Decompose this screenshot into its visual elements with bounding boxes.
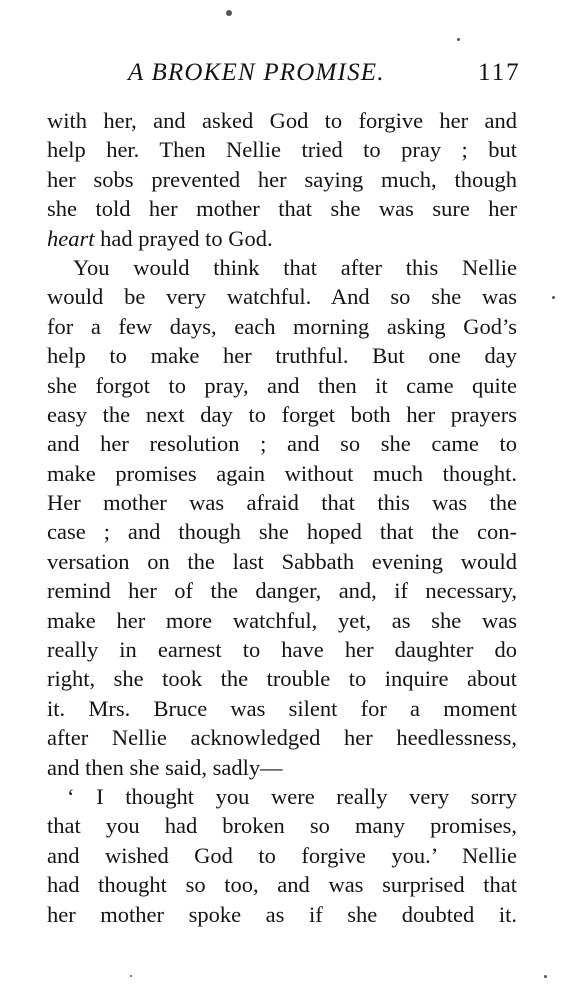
text-line: her sobs prevented her saying much, though bbox=[47, 166, 517, 192]
paper-speck bbox=[226, 10, 232, 16]
text-line: would be very watchful. And so she was bbox=[47, 284, 517, 310]
emphasized-word: heart bbox=[47, 225, 95, 251]
text-fragment: had prayed to God. bbox=[94, 225, 273, 251]
text-line: she told her mother that she was sure her bbox=[47, 196, 517, 222]
running-head bbox=[0, 56, 579, 90]
text-line bbox=[47, 224, 517, 253]
text-line: and her resolution ; and so she came to bbox=[47, 431, 517, 457]
text-line: she forgot to pray, and then it came quite bbox=[47, 372, 517, 398]
text-line: had thought so too, and was surprised that bbox=[47, 872, 517, 898]
text-line: help her. Then Nellie tried to pray ; but bbox=[47, 137, 517, 163]
running-title: A BROKEN PROMISE. bbox=[128, 59, 385, 86]
text-line: easy the next day to forget both her prayers bbox=[47, 401, 517, 427]
text-line: case ; and though she hoped that the con- bbox=[47, 519, 517, 545]
text-line: her mother spoke as if she doubted it. bbox=[47, 901, 517, 927]
page-number: 117 bbox=[478, 59, 521, 86]
text-line: it. Mrs. Bruce was silent for a moment bbox=[47, 695, 517, 721]
body-text bbox=[47, 106, 517, 929]
text-line: that you had broken so many promises, bbox=[47, 813, 517, 839]
text-line: help to make her truthful. But one day bbox=[47, 343, 517, 369]
text-line: make her more watchful, yet, as she was bbox=[47, 607, 517, 633]
text-line: and then she said, sadly— bbox=[47, 754, 283, 780]
text-line: make promises again without much thought. bbox=[47, 460, 517, 486]
text-line: versation on the last Sabbath evening would bbox=[47, 548, 517, 574]
text-line: for a few days, each morning asking God’s bbox=[47, 313, 517, 339]
text-line: ‘ I thought you were really very sorry bbox=[67, 783, 517, 809]
text-line: really in earnest to have her daughter do bbox=[47, 637, 517, 663]
text-line: Her mother was afraid that this was the bbox=[47, 490, 517, 516]
text-line: right, she took the trouble to inquire about bbox=[47, 666, 517, 692]
text-line: remind her of the danger, and, if necessary, bbox=[47, 578, 517, 604]
text-line: with her, and asked God to forgive her and bbox=[47, 108, 517, 133]
paper-speck bbox=[457, 38, 460, 41]
text-line: after Nellie acknowledged her heedlessness, bbox=[47, 725, 517, 751]
paper-speck bbox=[544, 975, 547, 978]
paper-speck bbox=[130, 975, 132, 977]
text-line: You would think that after this Nellie bbox=[73, 254, 517, 280]
text-line: and wished God to forgive you.’ Nellie bbox=[47, 842, 517, 868]
paper-speck bbox=[552, 296, 555, 299]
